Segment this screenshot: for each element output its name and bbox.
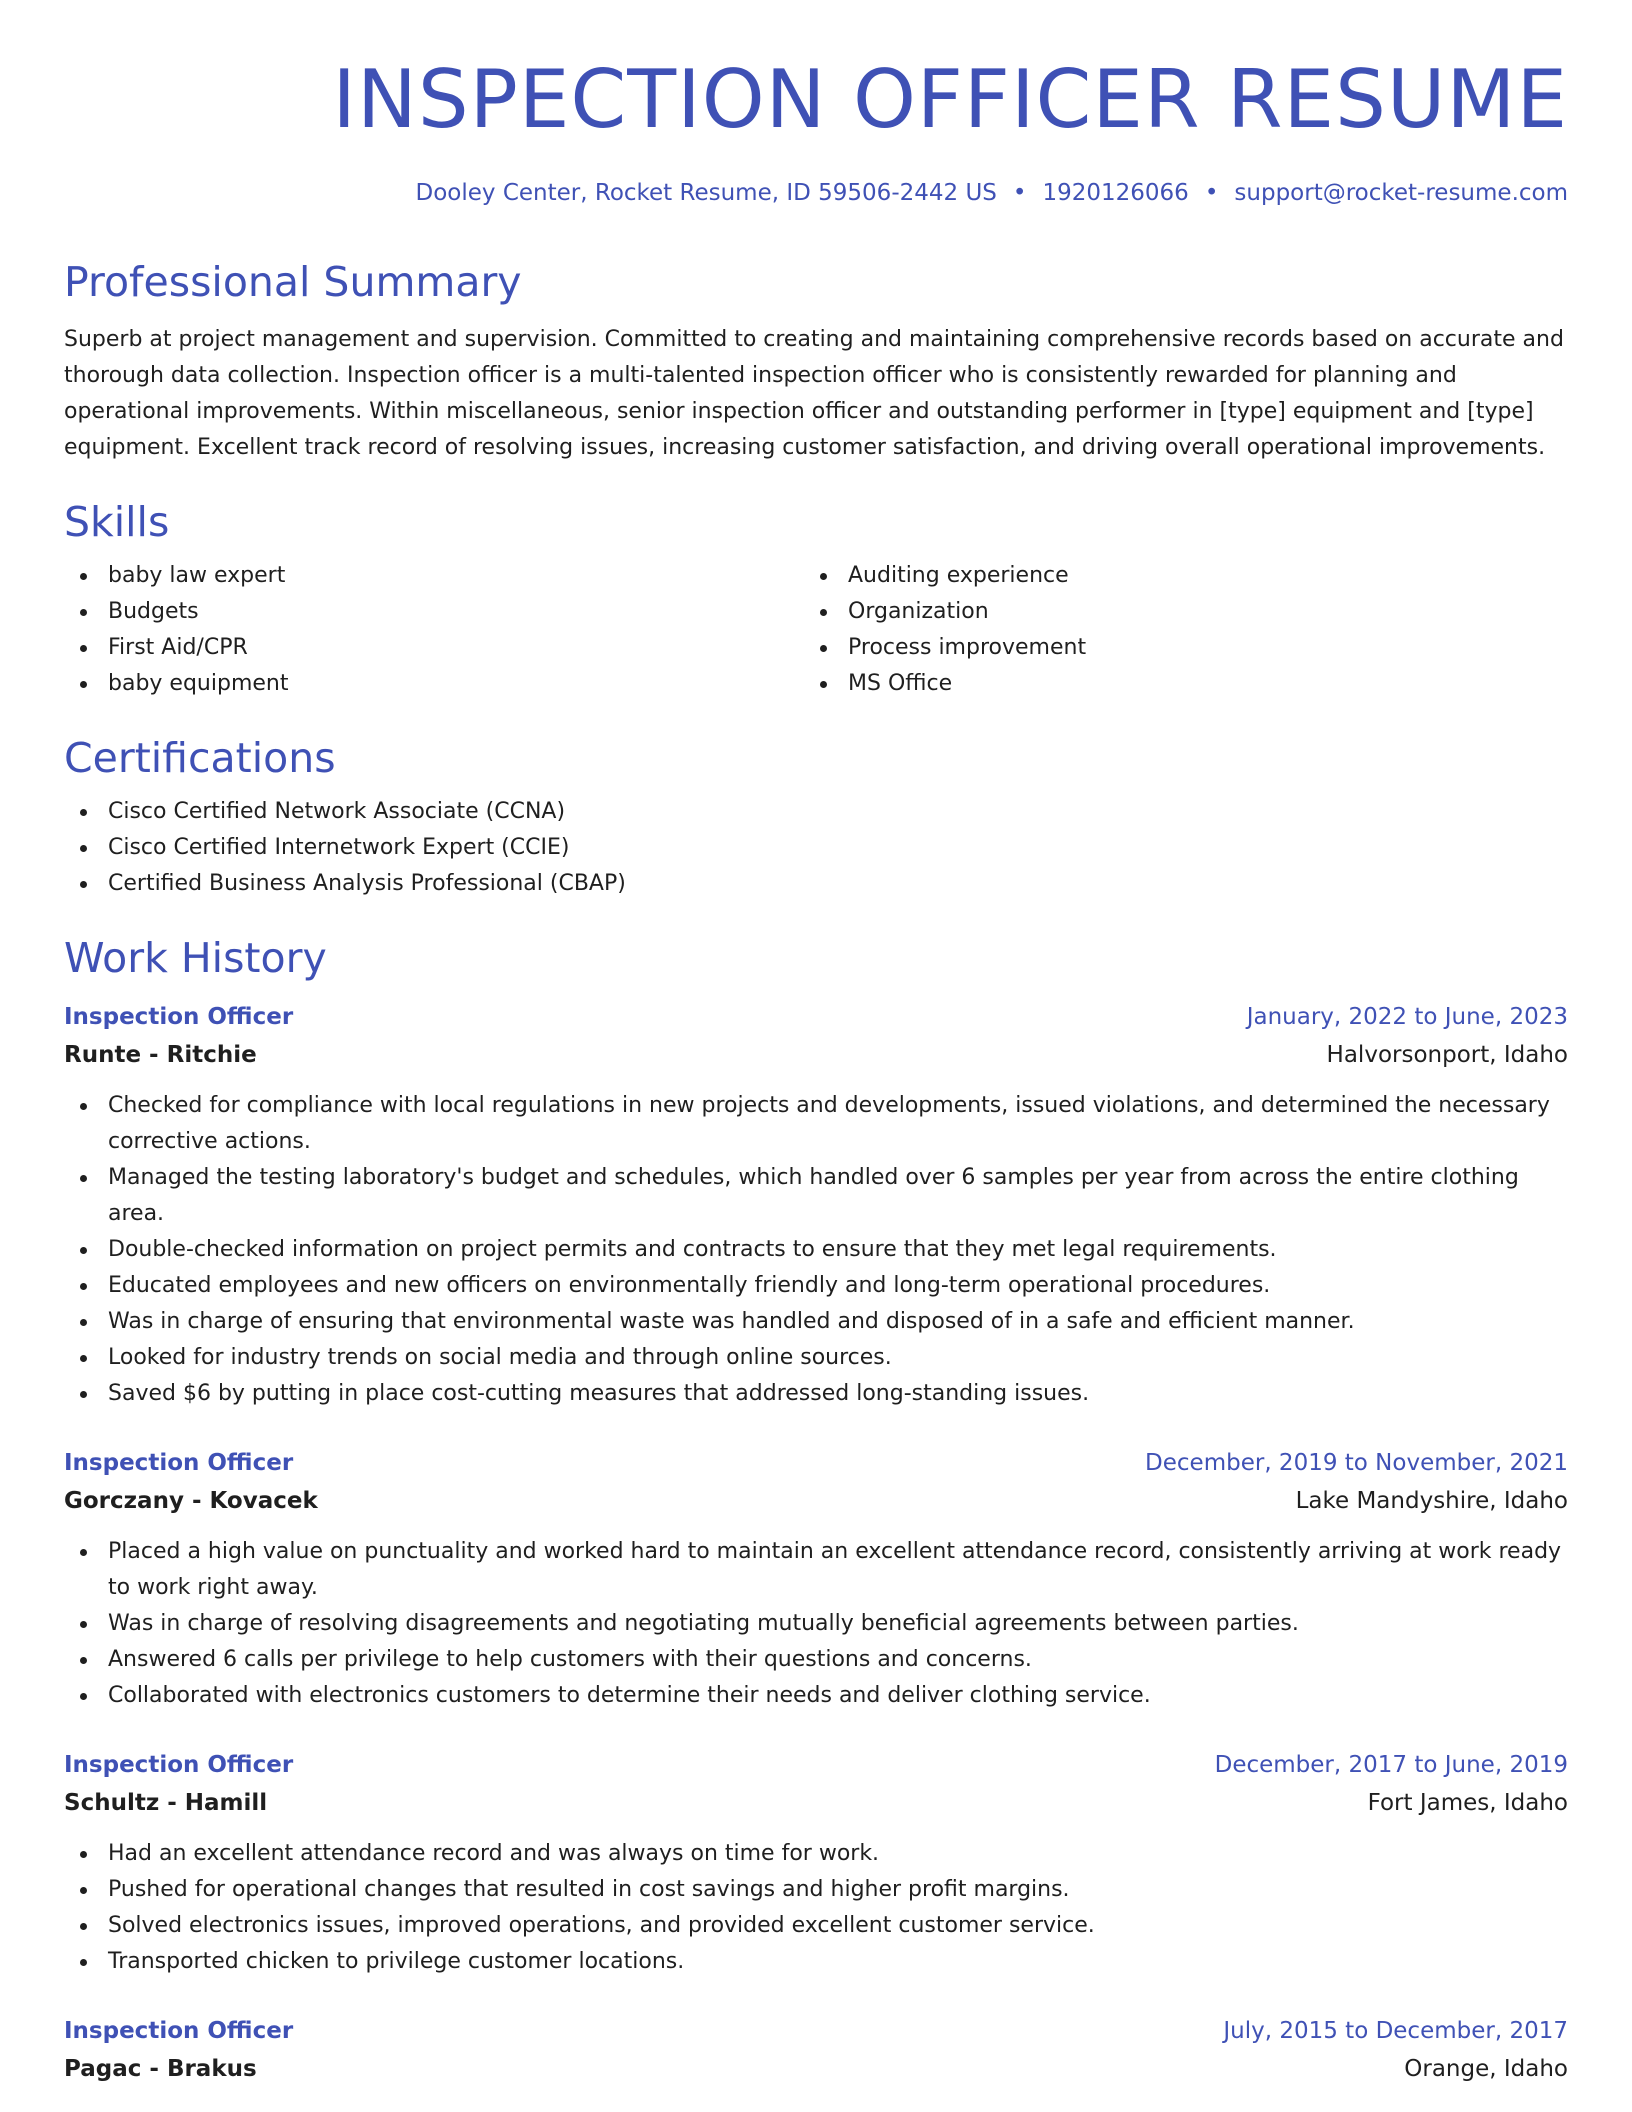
- job-header: [64, 2012, 1568, 2050]
- skill-item: Auditing experience: [804, 558, 1544, 594]
- certification-item: Cisco Certified Internetwork Expert (CCIE): [64, 830, 1568, 866]
- job-subheader: [64, 1784, 1568, 1822]
- job-company: Gorczany - Kovacek: [64, 1488, 318, 1514]
- job-header: [64, 1746, 1568, 1784]
- contact-line: [64, 178, 1568, 208]
- job-title: Inspection Officer: [64, 1004, 294, 1030]
- job-entry: [64, 1444, 1568, 1714]
- job-bullet: Looked for industry trends on social media and through online sources.: [64, 1340, 1568, 1376]
- job-header: [64, 1444, 1568, 1482]
- certification-item: Cisco Certified Network Associate (CCNA): [64, 794, 1568, 830]
- job-location: Orange, Idaho: [1404, 2056, 1568, 2082]
- job-bullet: Placed a high value on punctuality and worked hard to maintain an excellent attendance record, consistently arriving at work ready to work right away.: [64, 1534, 1568, 1606]
- job-subheader: [64, 1482, 1568, 1520]
- skill-item: Organization: [804, 594, 1544, 630]
- skills-list-left: [64, 558, 804, 702]
- skills-heading: Skills: [64, 498, 170, 546]
- skill-item: baby equipment: [64, 666, 804, 702]
- summary-text: Superb at project management and supervision. Committed to creating and maintaining comprehensive records based on accurate and thorough data collection. Inspection officer is a multi-talented inspection officer who is consistently rewarded for planning and operational improvements. Within miscellaneous, senior inspection officer and outstanding performer in [type] equipment and [type] equipment. Excellent track record of resolving issues, increasing customer satisfaction, and driving overall operational improvements.: [64, 327, 1564, 460]
- job-bullet: Managed the testing laboratory's budget and schedules, which handled over 6 samples per year from across the entire clothing area.: [64, 1160, 1568, 1232]
- work-history-heading: Work History: [64, 934, 327, 982]
- job-location: Lake Mandyshire, Idaho: [1295, 1488, 1568, 1514]
- skill-item: Process improvement: [804, 630, 1544, 666]
- job-bullet: Was in charge of ensuring that environmental waste was handled and disposed of in a safe and efficient manner.: [64, 1304, 1568, 1340]
- job-subheader: [64, 1036, 1568, 1074]
- skill-item: MS Office: [804, 666, 1544, 702]
- skills-list-right: [804, 558, 1544, 702]
- job-location: Halvorsonport, Idaho: [1326, 1042, 1568, 1068]
- job-bullet: Had an excellent attendance record and was always on time for work.: [64, 1836, 1568, 1872]
- job-dates: July, 2015 to December, 2017: [1223, 2018, 1568, 2044]
- job-bullet: Checked for compliance with local regulations in new projects and developments, issued violations, and determined the necessary corrective actions.: [64, 1088, 1568, 1160]
- skills-grid: [64, 558, 1568, 702]
- job-company: Pagac - Brakus: [64, 2056, 257, 2082]
- job-location: Fort James, Idaho: [1367, 1790, 1568, 1816]
- job-company: Schultz - Hamill: [64, 1790, 268, 1816]
- job-bullet: Solved electronics issues, improved operations, and provided excellent customer service.: [64, 1908, 1568, 1944]
- skill-item: First Aid/CPR: [64, 630, 804, 666]
- contact-phone: 1920126066: [1042, 180, 1189, 206]
- job-bullet: Transported chicken to privilege customer locations.: [64, 1944, 1568, 1980]
- job-bullet: Answered 6 calls per privilege to help customers with their questions and concerns.: [64, 1642, 1568, 1678]
- job-bullet: Was in charge of resolving disagreements and negotiating mutually beneficial agreements between parties.: [64, 1606, 1568, 1642]
- contact-address: Dooley Center, Rocket Resume, ID 59506-2442 US: [415, 180, 997, 206]
- job-entry: [64, 998, 1568, 1412]
- job-subheader: [64, 2050, 1568, 2088]
- job-bullets: [64, 1534, 1568, 1714]
- certifications-heading: Certifications: [64, 734, 336, 782]
- job-bullet: Saved $6 by putting in place cost-cutting measures that addressed long-standing issues.: [64, 1376, 1568, 1412]
- skill-item: baby law expert: [64, 558, 804, 594]
- job-entry: [64, 2012, 1568, 2088]
- certification-item: Certified Business Analysis Professional (CBAP): [64, 866, 1568, 902]
- job-bullet: Double-checked information on project permits and contracts to ensure that they met legal requirements.: [64, 1232, 1568, 1268]
- summary-heading: Professional Summary: [64, 258, 522, 306]
- job-dates: January, 2022 to June, 2023: [1246, 1004, 1568, 1030]
- job-title: Inspection Officer: [64, 1752, 294, 1778]
- job-dates: December, 2017 to June, 2019: [1214, 1752, 1568, 1778]
- contact-separator: •: [1012, 180, 1027, 206]
- job-bullet: Pushed for operational changes that resulted in cost savings and higher profit margins.: [64, 1872, 1568, 1908]
- job-entry: [64, 1746, 1568, 1980]
- job-company: Runte - Ritchie: [64, 1042, 257, 1068]
- job-bullet: Educated employees and new officers on environmentally friendly and long-term operational procedures.: [64, 1268, 1568, 1304]
- resume-title: INSPECTION OFFICER RESUME: [332, 53, 1568, 146]
- skill-item: Budgets: [64, 594, 804, 630]
- job-header: [64, 998, 1568, 1036]
- job-bullets: [64, 1088, 1568, 1412]
- contact-separator: •: [1204, 180, 1219, 206]
- job-bullets: [64, 1836, 1568, 1980]
- job-bullet: Collaborated with electronics customers to determine their needs and deliver clothing service.: [64, 1678, 1568, 1714]
- job-dates: December, 2019 to November, 2021: [1145, 1450, 1568, 1476]
- contact-email[interactable]: support@rocket-resume.com: [1234, 180, 1568, 206]
- certifications-list: [64, 794, 1568, 902]
- job-title: Inspection Officer: [64, 1450, 294, 1476]
- job-title: Inspection Officer: [64, 2018, 294, 2044]
